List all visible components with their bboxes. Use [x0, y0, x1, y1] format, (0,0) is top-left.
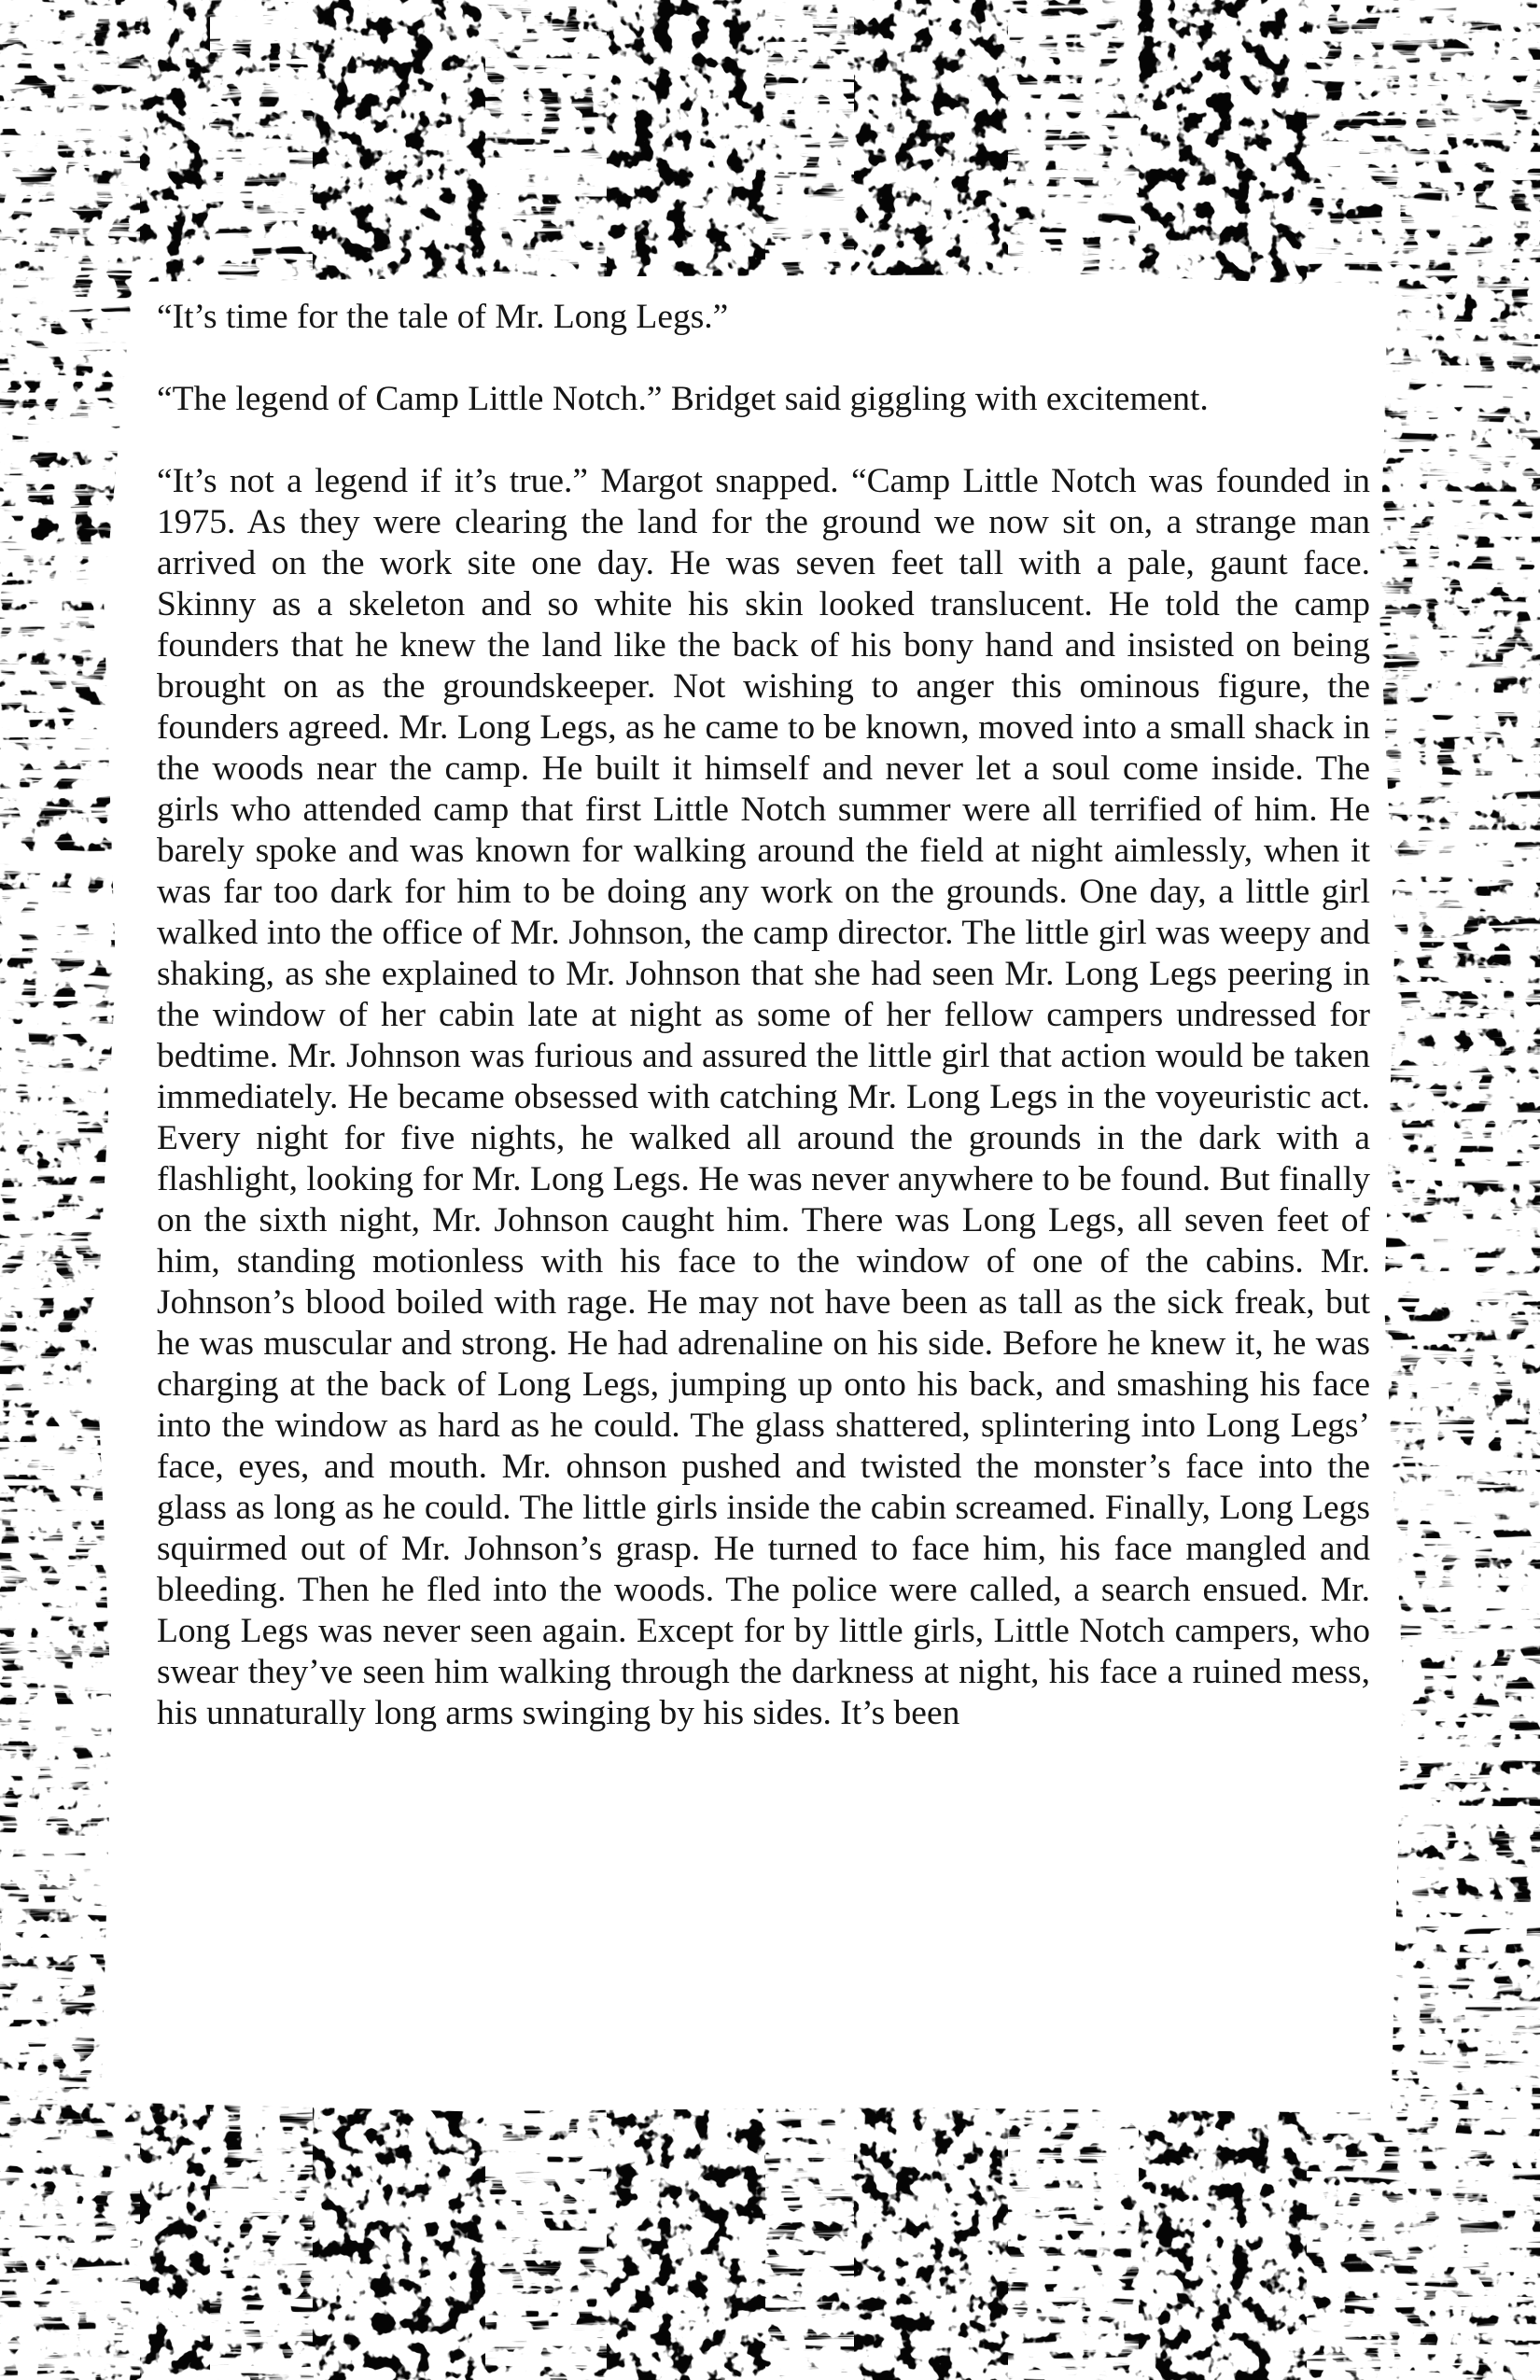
story-paragraph: “It’s not a legend if it’s true.” Margot snapped. “Camp Little Notch was founded in 1975. As they were clearing the land for the ground we now sit on, a strange man arrived on the work site one day. He was seven feet tall with a pale, gaunt face. Skinny as a skeleton and so white his skin looked translucent. He told the camp founders that he knew the land like the back of his bony hand and insisted on being brought on as the groundskeeper. Not wishing to anger this ominous figure, the founders agreed. Mr. Long Legs, as he came to be known, moved into a small shack in the woods near the camp. He built it himself and never let a soul come inside. The girls who attended camp that first Little Notch summer were all terrified of him. He barely spoke and was known for walking around the field at night aimlessly, when it was far too dark for him to be doing any work on the grounds. One day, a little girl walked into the office of Mr. Johnson, the camp director. The little girl was weepy and shaking, as she explained to Mr. Johnson that she had seen Mr. Long Legs peering in the window of her cabin late at night as some of her fellow campers undressed for bedtime. Mr. Johnson was furious and assured the little girl that action would be taken immediately. He became obsessed with catching Mr. Long Legs in the voyeuristic act. Every night for five nights, he walked all around the grounds in the dark with a flashlight, looking for Mr. Long Legs. He was never anywhere to be found. But finally on the sixth night, Mr. Johnson caught him. There was Long Legs, all seven feet of him, standing motionless with his face to the window of one of the cabins. Mr. Johnson’s blood boiled with rage. He may not have been as tall as the sick freak, but he was muscular and strong. He had adrenaline on his side. Before he knew it, he was charging at the back of Long Legs, jumping up onto his back, and smashing his face into the window as hard as he could. The glass shattered, splintering into Long Legs’ face, eyes, and mouth. Mr. ohnson pushed and twisted the monster’s face into the glass as long as he could. The little girls inside the cabin screamed. Finally, Long Legs squirmed out of Mr. Johnson’s grasp. He turned to face him, his face mangled and bleeding. Then he fled into the woods. The police were called, a search ensued. Mr. Long Legs was never seen again. Except for by little girls, Little Notch campers, who swear they’ve seen him walking through the darkness at night, his face a ruined mess, his unnaturally long arms swinging by his sides. It’s been	[157, 462, 1370, 1732]
story-paragraph: “It’s time for the tale of Mr. Long Legs.”	[157, 298, 729, 336]
story-paragraph: “The legend of Camp Little Notch.” Bridget said giggling with excitement.	[157, 380, 1209, 418]
story-text	[157, 297, 1370, 1734]
